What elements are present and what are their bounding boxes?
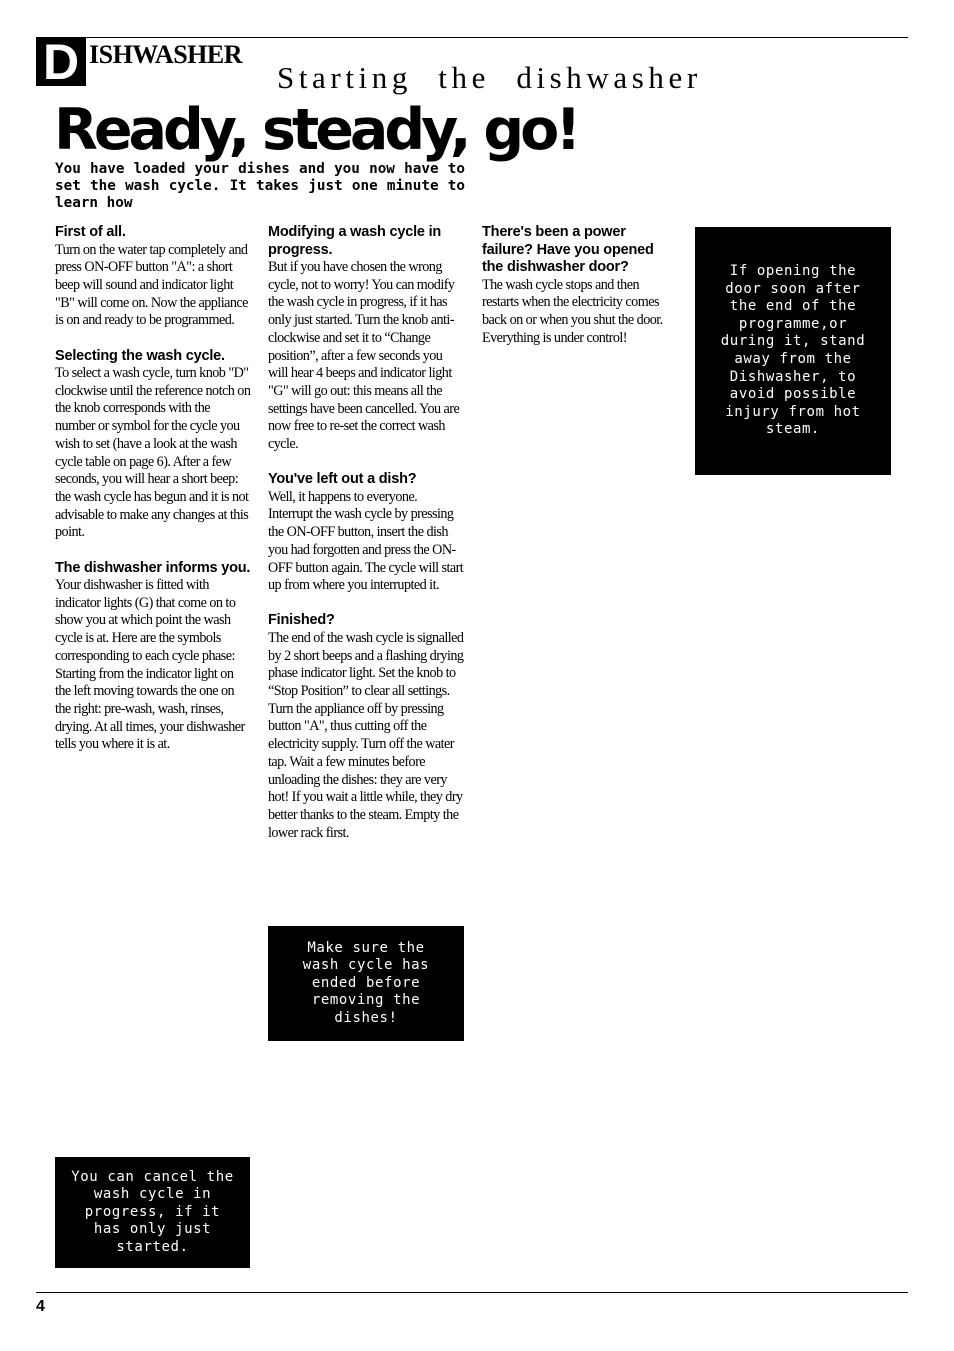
section-title: ISHWASHER: [89, 40, 242, 69]
section-heading: First of all.: [55, 224, 126, 240]
bottom-rule: [36, 1292, 908, 1293]
page-subtitle: Starting the dishwasher: [277, 60, 702, 95]
section-heading: Modifying a wash cycle in progress.: [268, 224, 442, 258]
page-number: 4: [36, 1298, 45, 1315]
top-rule: [36, 37, 908, 38]
section-body: Your dishwasher is fitted with indicator lights (G) that come on to show you at which point the wash cycle is at. Here are the symbols corresponding to each cycle phase: Starting from the indicator light on the left moving towards the one on the right: pre-wash, wash, rinses, drying. At all times, your dishwasher tells you where it is at.: [55, 577, 245, 753]
section-body: But if you have chosen the wrong cycle, not to worry! You can modify the wash cycle in progress, if it has only just started. Turn the knob anti-clockwise and set it to “Change position”, after a few seconds you will hear 4 beeps and indicator light "G" will go out: this means all the settings have been cancelled. You are now free to re-set the correct wash cycle.: [268, 259, 460, 453]
column-1: [55, 224, 251, 754]
section-heading: Finished?: [268, 612, 335, 629]
section-body: Well, it happens to everyone. Interrupt the wash cycle by pressing the ON-OFF button, insert the dish you had forgotten and press the ON-OFF button again. The cycle will start up from where you interrupted it.: [268, 488, 464, 594]
section-body: The wash cycle stops and then restarts when the electricity comes back on or when you shut the door. Everything is under control!: [482, 276, 663, 346]
section-heading: You've left out a dish?: [268, 471, 417, 488]
door-steam-warning: If opening the door soon after the end of the programme,or during it, stand away from the Dishwasher, to avoid possible injury from hot steam.: [695, 227, 891, 475]
logo-letter: D: [36, 38, 86, 86]
intro-text: You have loaded your dishes and you now have to set the wash cycle. It takes just one minute to learn how: [55, 161, 465, 211]
section-body: To select a wash cycle, turn knob "D" clockwise until the reference notch on the knob corresponds with the number or symbol for the cycle you wish to set (have a look at the wash cycle table on page 6). After a few seconds, you will hear a short beep: the wash cycle has begun and it is not advisable to make any changes at this point.: [55, 365, 251, 541]
section-body: Turn on the water tap completely and press ON-OFF button "A": a short beep will sound and indicator light "B" will come on. Now the appliance is on and ready to be programmed.: [55, 241, 248, 329]
page-title: Ready, steady, go!: [54, 97, 578, 163]
finish-notice: Make sure the wash cycle has ended before removing the dishes!: [268, 926, 464, 1041]
section-heading: The dishwasher informs you.: [55, 559, 251, 576]
section-body: The end of the wash cycle is signalled by 2 short beeps and a flashing drying phase indicator light. Set the knob to “Stop Position” to clear all settings. Turn the appliance off by pressing button "A", thus cutting off the electricity supply. Turn off the water tap. Wait a few minutes before unloading the dishes: they are very hot! If you wait a little while, they dry better thanks to the steam. Empty the lower rack first.: [268, 629, 464, 841]
cancel-notice: You can cancel the wash cycle in progress, if it has only just started.: [55, 1157, 250, 1268]
column-3: [482, 224, 678, 347]
column-2: [268, 224, 464, 842]
section-heading: There's been a power failure? Have you opened the dishwasher door?: [482, 224, 654, 275]
section-heading: Selecting the wash cycle.: [55, 347, 225, 364]
